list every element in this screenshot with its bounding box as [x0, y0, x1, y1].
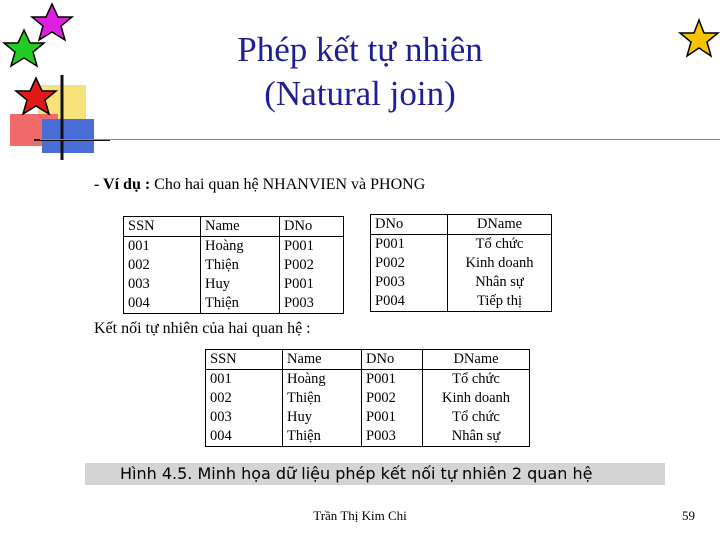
table-cell: Hoàng [283, 370, 362, 390]
table-cell: Tổ chức [423, 370, 530, 390]
table-row [371, 254, 552, 273]
table-cell: 001 [124, 237, 201, 257]
slide-title [150, 28, 570, 116]
table-cell: 002 [124, 256, 201, 275]
table-cell: Tiếp thị [448, 292, 552, 312]
deco-blue-block [42, 119, 94, 153]
table-cell: Thiện [283, 389, 362, 408]
footer-author: Trần Thị Kim Chi [313, 508, 407, 523]
green-star-icon [4, 30, 44, 66]
nhanvien-table [123, 216, 344, 314]
table-header-row [206, 350, 530, 370]
table-cell: P003 [280, 294, 344, 314]
table-row [206, 427, 530, 447]
table-cell: Huy [283, 408, 362, 427]
table-cell: P002 [280, 256, 344, 275]
table-header-row [124, 217, 344, 237]
table-row [124, 294, 344, 314]
figure-caption: Hình 4.5. Minh họa dữ liệu phép kết nối tự nhiên 2 quan hệ [120, 464, 593, 483]
yellow-star-icon [678, 18, 720, 60]
table-cell: Thiện [283, 427, 362, 447]
page-number: 59 [682, 508, 695, 523]
table-cell: Kinh doanh [448, 254, 552, 273]
column-header: DName [448, 215, 552, 235]
table-cell: P001 [280, 275, 344, 294]
column-header: SSN [124, 217, 201, 237]
title-line-1: Phép kết tự nhiên [237, 30, 483, 69]
table-cell: 004 [124, 294, 201, 314]
table-row [371, 292, 552, 312]
table-row [206, 389, 530, 408]
column-header: Name [201, 217, 280, 237]
phong-table [370, 214, 552, 312]
table-cell: Nhân sự [423, 427, 530, 447]
table-row [124, 237, 344, 257]
table-cell: P001 [280, 237, 344, 257]
result-table [205, 349, 530, 447]
column-header: Name [283, 350, 362, 370]
table-cell: Thiện [201, 294, 280, 314]
example-description: Cho hai quan hệ NHANVIEN và PHONG [150, 176, 426, 193]
table-row [371, 235, 552, 255]
table-cell: Thiện [201, 256, 280, 275]
column-header: DNo [362, 350, 423, 370]
table-cell: Huy [201, 275, 280, 294]
title-line-2: (Natural join) [264, 74, 456, 113]
title-divider [40, 139, 720, 140]
table-cell: Hoàng [201, 237, 280, 257]
table-cell: 002 [206, 389, 283, 408]
magenta-star-icon [32, 4, 72, 40]
table-cell: Kinh doanh [423, 389, 530, 408]
table-row [124, 275, 344, 294]
table-cell: Tổ chức [448, 235, 552, 255]
column-header: DName [423, 350, 530, 370]
table-cell: Tổ chức [423, 408, 530, 427]
result-label: Kết nối tự nhiên của hai quan hệ : [94, 320, 311, 337]
table-cell: P003 [371, 273, 448, 292]
table-cell: P001 [362, 370, 423, 390]
example-prefix: - Ví dụ : [94, 176, 151, 193]
table-cell: P004 [371, 292, 448, 312]
table-cell: 003 [124, 275, 201, 294]
table-cell: P003 [362, 427, 423, 447]
column-header: SSN [206, 350, 283, 370]
table-row [206, 408, 530, 427]
table-cell: P001 [371, 235, 448, 255]
table-cell: 004 [206, 427, 283, 447]
example-text [94, 176, 425, 194]
table-row [124, 256, 344, 275]
column-header: DNo [371, 215, 448, 235]
table-cell: P002 [362, 389, 423, 408]
table-row [206, 370, 530, 390]
table-cell: P001 [362, 408, 423, 427]
column-header: DNo [280, 217, 344, 237]
table-cell: P002 [371, 254, 448, 273]
decoration-graphic [0, 0, 110, 165]
table-cell: 003 [206, 408, 283, 427]
table-cell: 001 [206, 370, 283, 390]
table-row [371, 273, 552, 292]
table-header-row [371, 215, 552, 235]
table-cell: Nhân sự [448, 273, 552, 292]
